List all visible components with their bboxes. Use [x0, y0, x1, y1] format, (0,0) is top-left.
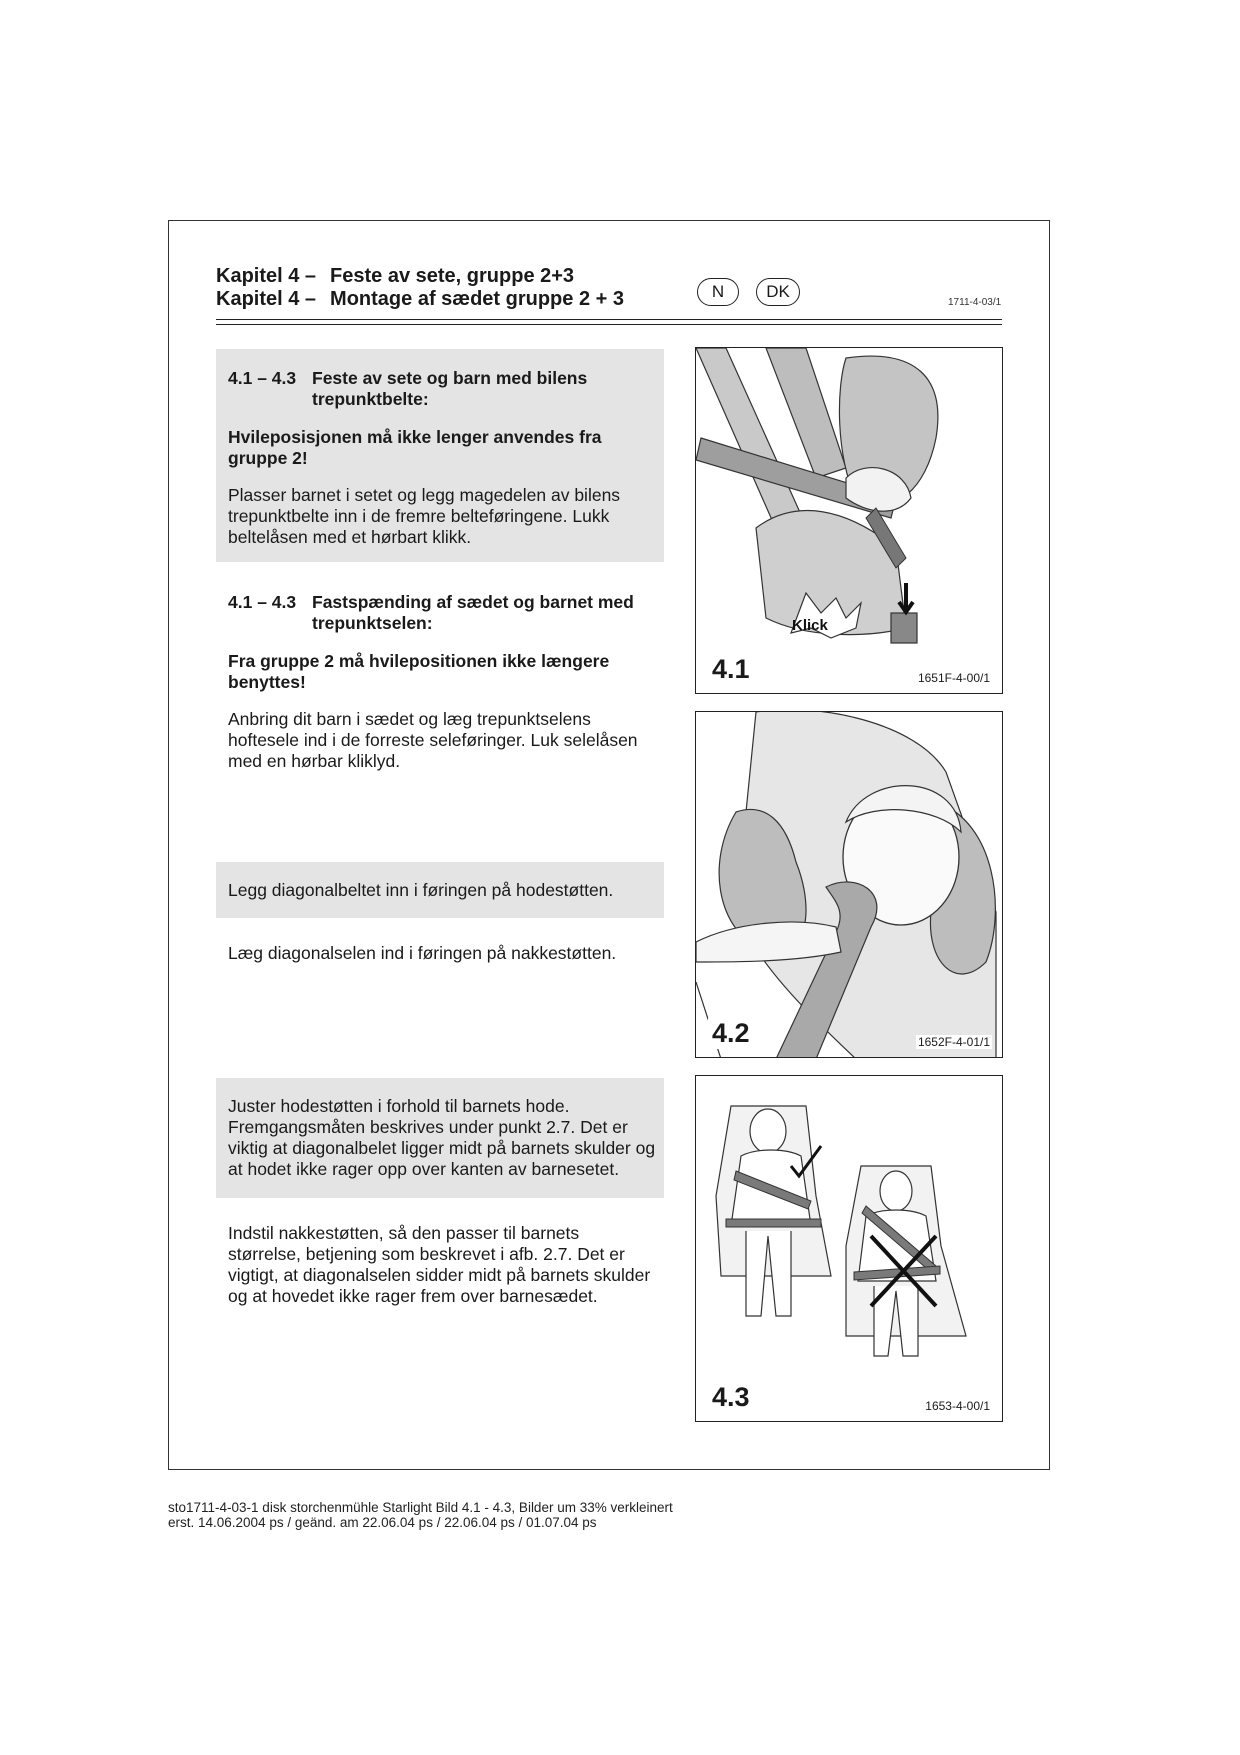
- figure-4-2: [695, 711, 1003, 1058]
- title-dk-prefix: Kapitel 4 –: [216, 288, 317, 310]
- norwegian-warning: Hvileposisjonen må ikke lenger anvendes fra gruppe 2!: [228, 427, 602, 468]
- norwegian-step2-text: Legg diagonalbeltet inn i føringen på hodestøtten.: [228, 880, 614, 900]
- title-danish: [216, 288, 624, 311]
- figure-4-3: [695, 1075, 1003, 1422]
- title-no-text: Feste av sete, gruppe 2+3: [330, 265, 575, 287]
- norwegian-body: Plasser barnet i setet og legg magedelen av bilens trepunktbelte inn i de fremre belteføringene. Lukk beltelåsen med et hørbart klikk.: [228, 485, 621, 547]
- language-badge-dk: DK: [756, 278, 800, 306]
- figure-number: 4.1: [708, 654, 754, 685]
- norwegian-step3-block: [216, 1078, 664, 1198]
- heading-text: Fastspænding af sædet og barnet med trepunktselen:: [312, 592, 634, 633]
- danish-warning: Fra gruppe 2 må hvilepositionen ikke længere benyttes!: [228, 651, 610, 692]
- footer-line-2: erst. 14.06.2004 ps / geänd. am 22.06.04 ps / 22.06.04 ps / 01.07.04 ps: [168, 1515, 597, 1530]
- heading-number: 4.1 – 4.3: [228, 368, 297, 388]
- figure-code: 1651F-4-00/1: [917, 671, 990, 685]
- header-rule-bottom: [216, 324, 1002, 325]
- title-norwegian: [216, 265, 574, 288]
- norwegian-step3-text: Juster hodestøtten i forhold til barnets hode. Fremgangsmåten beskrives under punkt 2.7. Det er viktig at diagonalbelet ligger midt på barnets skulder og at hodet ikke rager opp over kanten av barnesetet.: [228, 1096, 656, 1179]
- figure-4-3-illustration: [696, 1076, 1003, 1422]
- language-badge-n: N: [697, 278, 739, 306]
- norwegian-step2-block: [216, 862, 664, 918]
- norwegian-heading: [228, 368, 656, 410]
- heading-number: 4.1 – 4.3: [228, 592, 297, 612]
- figure-code: 1652F-4-01/1: [917, 1035, 990, 1049]
- document-code: 1711-4-03/1: [948, 297, 1002, 308]
- figure-code: 1653-4-00/1: [925, 1399, 990, 1413]
- figure-4-1-illustration: [696, 348, 1003, 694]
- figure-4-1: [695, 347, 1003, 694]
- danish-heading: [228, 592, 656, 634]
- norwegian-intro-block: [216, 349, 664, 562]
- figure-number: 4.2: [708, 1018, 754, 1049]
- danish-step2-text: Læg diagonalselen ind i føringen på nakkestøtten.: [228, 943, 617, 963]
- heading-text: Feste av sete og barn med bilens trepunktbelte:: [312, 368, 588, 409]
- danish-body: Anbring dit barn i sædet og læg trepunktselens hoftesele ind i de forreste seleføringer. Luk selelåsen med en hørbar kliklyd.: [228, 709, 638, 771]
- figure-4-2-illustration: [696, 712, 1003, 1058]
- footer-line-1: sto1711-4-03-1 disk storchenmühle Starlight Bild 4.1 - 4.3, Bilder um 33% verkleinert: [168, 1500, 673, 1515]
- danish-intro-block: [228, 592, 656, 772]
- header-rule-top: [216, 319, 1002, 320]
- title-dk-text: Montage af sædet gruppe 2 + 3: [330, 288, 624, 310]
- figure-number: 4.3: [708, 1382, 754, 1413]
- footer: [168, 1500, 673, 1530]
- click-label: Klick: [792, 617, 828, 634]
- title-no-prefix: Kapitel 4 –: [216, 265, 317, 287]
- danish-step3-text: Indstil nakkestøtten, så den passer til barnets størrelse, betjening som beskrevet i afb. 2.7. Det er vigtigt, at diagonalselen sidder midt på barnets skulder og at hovedet ikke rager frem over barnesædet.: [228, 1223, 651, 1306]
